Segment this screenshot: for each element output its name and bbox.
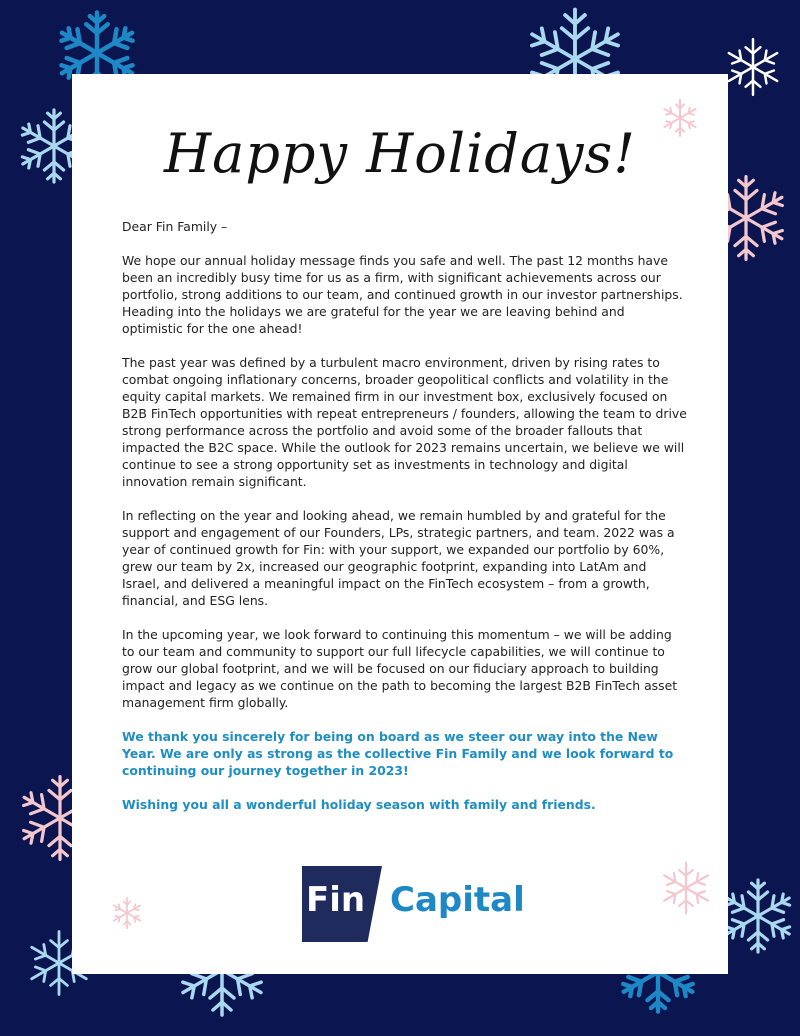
logo-capital-text: Capital: [390, 880, 525, 920]
greeting: Dear Fin Family –: [122, 219, 228, 234]
letter-body: [122, 218, 688, 830]
paragraph: In the upcoming year, we look forward to continuing this momentum – we will be adding to our team and community to support our full lifecycle capabilities, we will continue to grow our global footprint, and we will be focused on our fiduciary approach to building impact and legacy as we continue on the path to becoming the largest B2B FinTech asset management firm globally.: [122, 627, 678, 710]
paragraph: In reflecting on the year and looking ahead, we remain humbled by and grateful for the support and engagement of our Founders, LPs, strategic partners, and team. 2022 was a year of continued growth for Fin: with your support, we expanded our portfolio by 60%, grew our team by 2x, increased our geographic footprint, expanding into LatAm and Israel, and delivered a meaningful impact on the FinTech ecosystem – from a growth, financial, and ESG lens.: [122, 508, 675, 608]
closing-wishes: Wishing you all a wonderful holiday season with family and friends.: [122, 797, 596, 812]
fin-capital-logo: [302, 866, 525, 942]
snowflake-icon: [658, 860, 714, 916]
snowflake-icon: [110, 896, 144, 930]
closing-thanks: We thank you sincerely for being on board as we steer our way into the New Year. We are only as strong as the collective Fin Family and we look forward to continuing our journey together in 2023!: [122, 729, 674, 778]
paragraph: The past year was defined by a turbulent macro environment, driven by rising rates to combat ongoing inflationary concerns, broader geopolitical conflicts and volatility in the equity capital markets. We remained firm in our investment box, exclusively focused on B2B FinTech opportunities with repeat entrepreneurs / founders, allowing the team to drive strong performance across the portfolio and avoid some of the broader fallouts that impacted the B2C space. While the outlook for 2023 remains uncertain, we believe we will continue to see a strong opportunity set as investments in technology and digital innovation remain significant.: [122, 355, 687, 489]
snowflake-icon: [660, 98, 700, 138]
letter-card: [72, 74, 728, 974]
snowflake-icon: [718, 876, 798, 956]
page-title: Happy Holidays!: [164, 122, 636, 185]
logo-fin-text: Fin: [306, 880, 366, 920]
paragraph: We hope our annual holiday message finds you safe and well. The past 12 months have been an incredibly busy time for us as a firm, with significant achievements across our portfolio, strong additions to our team, and continued growth in our investor partnerships. Heading into the holidays we are grateful for the year we are leaving behind and optimistic for the one ahead!: [122, 253, 683, 336]
snowflake-icon: [722, 36, 784, 98]
